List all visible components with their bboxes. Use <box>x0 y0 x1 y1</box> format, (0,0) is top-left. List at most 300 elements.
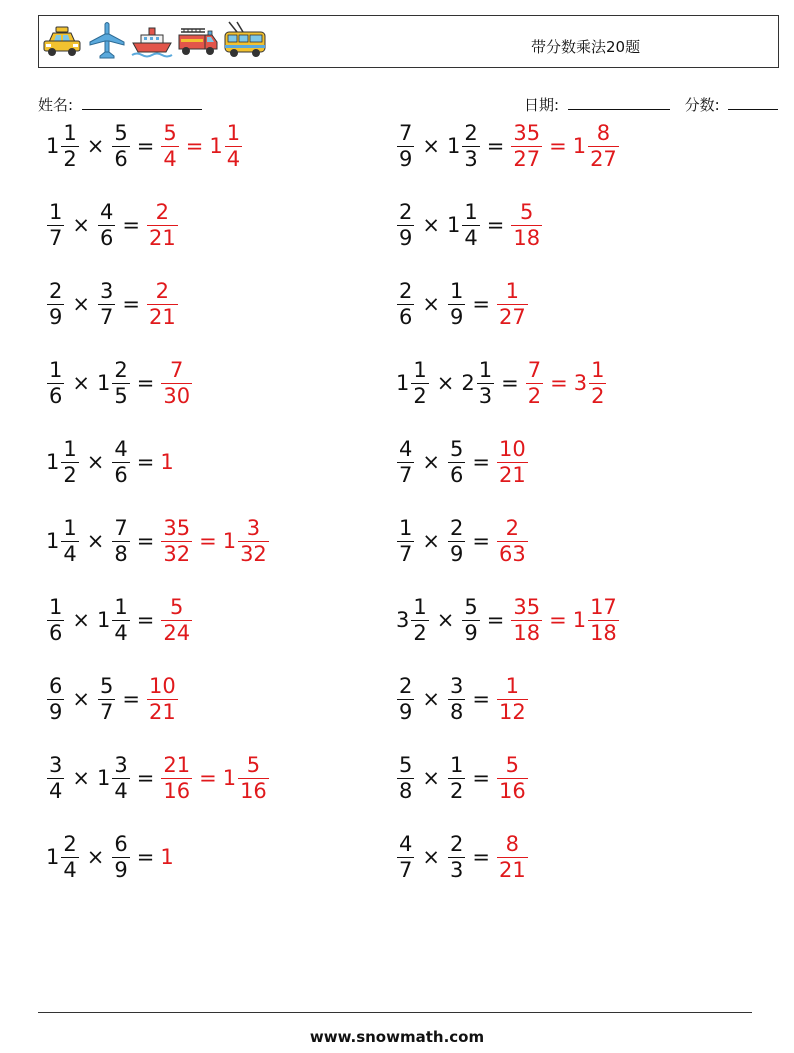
airplane-icon <box>87 20 127 60</box>
header-box <box>38 15 779 68</box>
fraction <box>112 515 129 566</box>
numerator: 4 <box>399 831 413 856</box>
operand-a <box>396 673 415 724</box>
answer-value <box>160 752 193 803</box>
operand-b <box>111 436 130 487</box>
operand-b <box>111 515 130 566</box>
whole-number: 1 <box>160 845 174 869</box>
answer <box>496 278 529 329</box>
fraction <box>411 594 428 645</box>
multiply-sign: × <box>72 608 90 632</box>
score-label: 分数: <box>684 96 720 114</box>
multiply-sign: × <box>422 766 440 790</box>
operand-b <box>111 831 130 882</box>
answer-value <box>496 673 529 724</box>
answer-value <box>525 357 544 408</box>
numerator: 7 <box>114 515 128 540</box>
answer-value <box>160 594 193 645</box>
denominator: 6 <box>49 383 63 408</box>
fraction <box>397 673 414 724</box>
fraction <box>147 673 178 724</box>
fraction <box>448 436 465 487</box>
fraction <box>147 278 178 329</box>
denominator: 27 <box>498 304 526 329</box>
fraction <box>497 278 528 329</box>
fraction <box>448 673 465 724</box>
numerator: 35 <box>513 594 541 619</box>
operand-b <box>447 515 466 566</box>
operand-a <box>46 594 65 645</box>
numerator: 6 <box>114 831 128 856</box>
equals-sign: = <box>486 213 505 237</box>
transport-icons <box>41 20 267 60</box>
answer-value <box>510 120 543 171</box>
numerator: 1 <box>49 357 63 382</box>
denominator: 6 <box>449 462 464 487</box>
fraction <box>462 120 479 171</box>
denominator: 7 <box>49 225 63 250</box>
denominator: 6 <box>114 462 128 487</box>
answer <box>510 594 619 645</box>
denominator: 6 <box>399 304 413 329</box>
whole-number: 1 <box>46 450 60 474</box>
numerator: 35 <box>163 515 191 540</box>
fraction <box>98 278 115 329</box>
whole-number: 1 <box>46 529 60 553</box>
problem-1 <box>46 118 243 174</box>
operand-b <box>111 120 130 171</box>
fraction <box>462 594 479 645</box>
fraction <box>397 831 414 882</box>
denominator: 21 <box>498 857 526 882</box>
multiply-sign: × <box>72 687 90 711</box>
answer <box>160 752 269 803</box>
answer-value <box>146 673 179 724</box>
problem-3 <box>46 197 179 253</box>
numerator: 5 <box>399 752 413 777</box>
numerator: 4 <box>399 436 413 461</box>
denominator: 2 <box>63 146 77 171</box>
operand-b <box>96 357 131 408</box>
whole-number: 1 <box>396 371 410 395</box>
equals-sign: = <box>486 134 505 158</box>
answer-value <box>496 831 529 882</box>
operand-a <box>46 357 65 408</box>
numerator: 1 <box>464 199 478 224</box>
numerator: 21 <box>163 752 191 777</box>
denominator: 6 <box>99 225 114 250</box>
answer-value <box>146 278 179 329</box>
numerator: 5 <box>163 120 177 145</box>
answer <box>160 120 243 171</box>
numerator: 7 <box>527 357 542 382</box>
fraction <box>161 120 178 171</box>
numerator: 1 <box>413 594 427 619</box>
numerator: 17 <box>590 594 617 619</box>
fraction <box>497 436 528 487</box>
date-score-fields <box>524 94 778 115</box>
multiply-sign: × <box>86 845 105 869</box>
answer-equals-sign: = <box>185 134 204 158</box>
numerator: 5 <box>246 752 261 777</box>
denominator: 16 <box>163 778 191 803</box>
equals-sign: = <box>136 371 155 395</box>
answer <box>510 120 619 171</box>
answer <box>146 278 179 329</box>
denominator: 9 <box>49 304 63 329</box>
operand-a <box>396 831 415 882</box>
numerator: 8 <box>505 831 520 856</box>
fraction <box>98 673 115 724</box>
answer <box>160 357 193 408</box>
multiply-sign: × <box>422 450 440 474</box>
denominator: 7 <box>99 699 114 724</box>
equals-sign: = <box>122 213 140 237</box>
equals-sign: = <box>472 766 490 790</box>
numerator: 7 <box>399 120 413 145</box>
denominator: 2 <box>527 383 542 408</box>
fraction <box>497 673 528 724</box>
fraction <box>411 357 428 408</box>
equals-sign: = <box>472 845 490 869</box>
numerator: 1 <box>49 594 63 619</box>
numerator: 2 <box>49 278 63 303</box>
denominator: 18 <box>513 225 541 250</box>
denominator: 21 <box>148 304 176 329</box>
operand-b <box>446 120 481 171</box>
fraction <box>61 436 78 487</box>
fraction <box>526 357 543 408</box>
equals-sign: = <box>136 529 155 553</box>
fraction <box>47 752 64 803</box>
denominator: 9 <box>449 304 464 329</box>
date-label: 日期: <box>524 96 560 114</box>
numerator: 5 <box>449 436 464 461</box>
fraction <box>497 515 528 566</box>
fraction <box>397 515 414 566</box>
score-blank[interactable] <box>728 96 778 110</box>
operand-b <box>97 278 116 329</box>
denominator: 6 <box>49 620 63 645</box>
fraction <box>462 199 479 250</box>
numerator: 3 <box>49 752 63 777</box>
whole-number: 1 <box>160 450 174 474</box>
fraction <box>47 673 64 724</box>
answer-value <box>510 594 543 645</box>
numerator: 2 <box>114 357 128 382</box>
numerator: 1 <box>399 515 413 540</box>
denominator: 24 <box>163 620 191 645</box>
problem-9 <box>46 434 175 490</box>
multiply-sign: × <box>422 134 440 158</box>
equals-sign: = <box>136 608 155 632</box>
denominator: 4 <box>226 146 241 171</box>
fraction <box>448 515 465 566</box>
answer <box>496 752 529 803</box>
equals-sign: = <box>472 450 490 474</box>
numerator: 5 <box>464 594 478 619</box>
equals-sign: = <box>136 766 155 790</box>
numerator: 8 <box>596 120 611 145</box>
numerator: 2 <box>155 278 170 303</box>
whole-number: 3 <box>396 608 410 632</box>
fraction <box>448 278 465 329</box>
name-blank[interactable] <box>82 96 202 110</box>
denominator: 2 <box>591 383 605 408</box>
denominator: 16 <box>498 778 526 803</box>
answer <box>510 199 543 250</box>
operand-a <box>46 752 65 803</box>
problem-4 <box>396 197 543 253</box>
equals-sign: = <box>122 687 140 711</box>
operand-b <box>96 752 131 803</box>
whole-number: 1 <box>209 134 223 158</box>
fraction <box>47 357 64 408</box>
problem-11 <box>46 513 270 569</box>
equals-sign: = <box>472 687 490 711</box>
numerator: 1 <box>505 673 520 698</box>
answer-value <box>496 278 529 329</box>
multiply-sign: × <box>436 371 455 395</box>
denominator: 18 <box>590 620 617 645</box>
problem-14 <box>396 592 620 648</box>
operand-b <box>447 831 466 882</box>
multiply-sign: × <box>86 134 105 158</box>
answer-value <box>160 450 174 474</box>
numerator: 1 <box>114 594 128 619</box>
denominator: 6 <box>114 146 128 171</box>
whole-number: 1 <box>446 134 461 158</box>
answer <box>146 199 179 250</box>
multiply-sign: × <box>422 687 440 711</box>
denominator: 2 <box>413 620 427 645</box>
denominator: 7 <box>99 304 114 329</box>
numerator: 1 <box>478 357 493 382</box>
denominator: 2 <box>413 383 427 408</box>
date-blank[interactable] <box>568 96 670 110</box>
numerator: 10 <box>498 436 526 461</box>
answer <box>496 436 529 487</box>
answer <box>496 831 529 882</box>
numerator: 1 <box>449 278 464 303</box>
denominator: 30 <box>163 383 191 408</box>
numerator: 5 <box>99 673 114 698</box>
fraction <box>588 594 619 645</box>
equals-sign: = <box>486 608 505 632</box>
denominator: 7 <box>399 541 413 566</box>
denominator: 21 <box>148 699 176 724</box>
numerator: 1 <box>505 278 520 303</box>
numerator: 1 <box>449 752 464 777</box>
answer-value <box>572 120 620 171</box>
operand-b <box>97 673 116 724</box>
whole-number: 1 <box>46 845 60 869</box>
operand-b <box>97 199 116 250</box>
denominator: 9 <box>399 146 413 171</box>
operand-a <box>46 831 80 882</box>
fraction <box>161 515 192 566</box>
denominator: 12 <box>498 699 526 724</box>
answer <box>496 673 529 724</box>
denominator: 32 <box>240 541 267 566</box>
fraction <box>511 120 542 171</box>
numerator: 3 <box>114 752 128 777</box>
problem-13 <box>46 592 193 648</box>
fraction <box>397 278 414 329</box>
answer-value <box>510 199 543 250</box>
problem-7 <box>46 355 193 411</box>
taxi-icon <box>41 20 83 60</box>
multiply-sign: × <box>72 213 90 237</box>
answer-value <box>496 515 529 566</box>
equals-sign: = <box>136 845 155 869</box>
denominator: 7 <box>399 462 413 487</box>
denominator: 3 <box>449 857 464 882</box>
multiply-sign: × <box>72 371 90 395</box>
fraction <box>477 357 494 408</box>
operand-b <box>447 673 466 724</box>
fraction <box>112 357 129 408</box>
operand-a <box>396 278 415 329</box>
fraction <box>588 120 619 171</box>
denominator: 4 <box>49 778 63 803</box>
numerator: 2 <box>399 673 413 698</box>
fraction <box>112 436 129 487</box>
denominator: 16 <box>240 778 267 803</box>
fraction <box>61 831 78 882</box>
denominator: 9 <box>399 225 413 250</box>
multiply-sign: × <box>72 292 90 316</box>
whole-number: 1 <box>572 608 587 632</box>
answer-value <box>222 752 270 803</box>
answer-value <box>160 845 174 869</box>
whole-number: 1 <box>96 371 111 395</box>
denominator: 4 <box>163 146 177 171</box>
multiply-sign: × <box>422 292 440 316</box>
denominator: 4 <box>63 541 77 566</box>
operand-a <box>46 120 80 171</box>
operand-a <box>396 436 415 487</box>
multiply-sign: × <box>422 213 440 237</box>
equals-sign: = <box>136 450 155 474</box>
operand-a <box>46 199 65 250</box>
fraction <box>47 594 64 645</box>
numerator: 3 <box>246 515 261 540</box>
problem-5 <box>46 276 179 332</box>
operand-b <box>447 278 466 329</box>
numerator: 5 <box>520 199 534 224</box>
answer-equals-sign: = <box>199 766 217 790</box>
denominator: 2 <box>449 778 464 803</box>
numerator: 2 <box>399 278 413 303</box>
denominator: 27 <box>513 146 541 171</box>
fraction <box>161 752 192 803</box>
numerator: 2 <box>449 831 464 856</box>
answer-equals-sign: = <box>550 371 568 395</box>
answer-value <box>160 357 193 408</box>
operand-a <box>396 357 430 408</box>
denominator: 21 <box>498 462 526 487</box>
answer-value <box>146 199 179 250</box>
problem-12 <box>396 513 529 569</box>
numerator: 2 <box>464 120 478 145</box>
answer-value <box>496 752 529 803</box>
fraction <box>511 594 542 645</box>
answer <box>496 515 529 566</box>
problem-10 <box>396 434 529 490</box>
footer-url: www.snowmath.com <box>309 1028 485 1046</box>
numerator: 3 <box>99 278 114 303</box>
denominator: 9 <box>49 699 63 724</box>
numerator: 4 <box>114 436 128 461</box>
problem-20 <box>396 829 529 885</box>
denominator: 4 <box>114 778 128 803</box>
numerator: 4 <box>99 199 114 224</box>
denominator: 9 <box>399 699 413 724</box>
numerator: 2 <box>63 831 77 856</box>
fraction <box>161 594 192 645</box>
fraction <box>112 831 129 882</box>
answer <box>160 594 193 645</box>
fraction <box>225 120 242 171</box>
fraction <box>448 752 465 803</box>
equals-sign: = <box>472 529 490 553</box>
numerator: 1 <box>413 357 427 382</box>
operand-a <box>46 673 65 724</box>
numerator: 1 <box>49 199 63 224</box>
numerator: 5 <box>170 594 184 619</box>
numerator: 1 <box>63 515 77 540</box>
answer-value <box>496 436 529 487</box>
answer <box>160 515 269 566</box>
multiply-sign: × <box>86 529 105 553</box>
name-field <box>38 94 202 115</box>
numerator: 2 <box>449 515 464 540</box>
answer-value <box>572 594 620 645</box>
denominator: 4 <box>63 857 77 882</box>
operand-b <box>447 436 466 487</box>
whole-number: 1 <box>222 766 237 790</box>
operand-a <box>396 199 415 250</box>
problem-19 <box>46 829 175 885</box>
fraction <box>497 752 528 803</box>
multiply-sign: × <box>72 766 90 790</box>
denominator: 3 <box>478 383 493 408</box>
multiply-sign: × <box>422 529 440 553</box>
denominator: 18 <box>513 620 541 645</box>
denominator: 4 <box>464 225 478 250</box>
numerator: 10 <box>148 673 176 698</box>
fraction <box>161 357 192 408</box>
fraction <box>61 515 78 566</box>
problem-16 <box>396 671 529 727</box>
fraction <box>511 199 542 250</box>
operand-a <box>396 515 415 566</box>
whole-number: 3 <box>573 371 588 395</box>
whole-number: 2 <box>461 371 475 395</box>
answer-value <box>222 515 270 566</box>
fraction <box>397 752 414 803</box>
fraction <box>47 278 64 329</box>
whole-number: 1 <box>446 213 461 237</box>
operand-a <box>46 515 80 566</box>
answer-equals-sign: = <box>549 134 567 158</box>
worksheet-title: 带分数乘法20题 <box>531 38 641 56</box>
whole-number: 1 <box>96 766 111 790</box>
numerator: 1 <box>591 357 605 382</box>
multiply-sign: × <box>422 845 440 869</box>
denominator: 8 <box>114 541 128 566</box>
